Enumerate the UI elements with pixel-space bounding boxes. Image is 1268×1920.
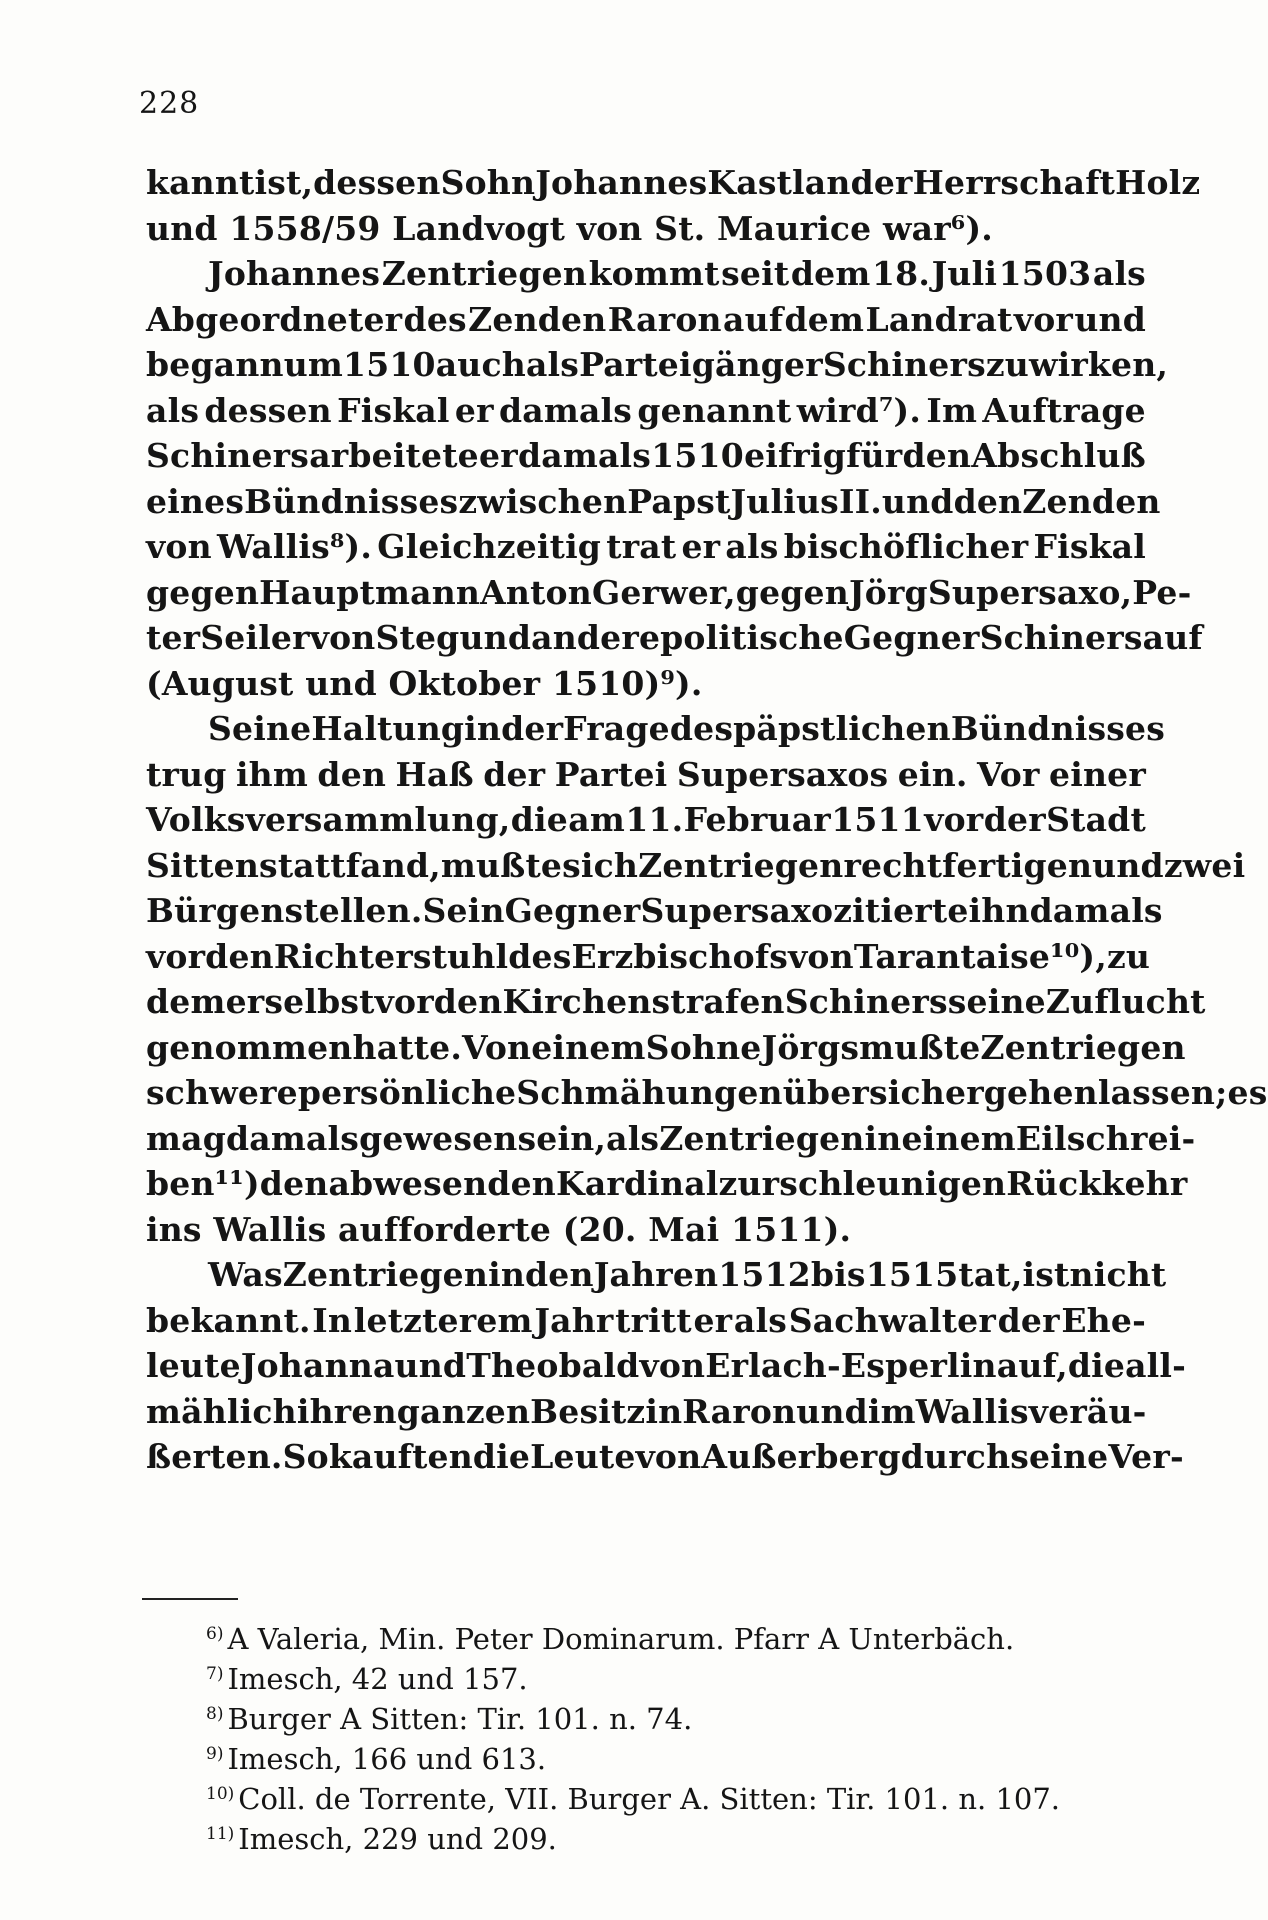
text-line: (August und Oktober 1510)⁹). [146, 663, 703, 703]
footnote [206, 1814, 1166, 1854]
text-line: mag damals gewesen sein, als Zentriegen in einem Eilschrei- [146, 1118, 1196, 1158]
body-text [146, 160, 1268, 1480]
text-line: als dessen Fiskal er damals genannt wird⁷). Im Auftrage [146, 390, 1146, 430]
text-line: eines Bündnisses zwischen Papst Julius II. und den Zenden [146, 481, 1161, 521]
text-line: trug ihm den Haß der Partei Supersaxos ein. Vor einer [146, 754, 1146, 794]
text-line: Bürgen stellen. Sein Gegner Supersaxo zitierte ihn damals [146, 891, 1163, 930]
footnote-text: A Valeria, Min. Peter Dominarum. Pfarr A Unterbäch. [227, 1622, 1015, 1656]
footnote-mark: 11) [206, 1824, 235, 1844]
text-line: Sitten stattfand, mußte sich Zentriegen rechtfertigen und zwei [146, 845, 1246, 885]
text-line: ben¹¹) den abwesenden Kardinal zur schleunigen Rückkehr [146, 1164, 1188, 1203]
footnote-text: Coll. de Torrente, VII. Burger A. Sitten: Tir. 101. n. 107. [238, 1782, 1061, 1816]
text-line: ter Seiler von Steg und andere politische Gegner Schiners auf [146, 618, 1203, 657]
footnote-mark: 8) [206, 1704, 224, 1724]
footnotes [206, 1614, 1166, 1854]
text-line: Abgeordneter des Zenden Raron auf dem Landrat vor und [146, 299, 1146, 339]
footnote-mark: 10) [206, 1784, 235, 1804]
text-line: Seine Haltung in der Frage des päpstlichen Bündnisses [208, 709, 1166, 748]
text-line: genommen hatte. Von einem Sohne Jörgs mußte Zentriegen [146, 1027, 1186, 1067]
page-number: 228 [139, 86, 200, 121]
text-line: dem er selbst vor den Kirchenstrafen Schiners seine Zuflucht [146, 982, 1206, 1021]
footnote-text: Imesch, 229 und 209. [238, 1822, 557, 1856]
text-line: Schiners arbeitete er damals 1510 eifrig für den Abschluß [146, 436, 1146, 475]
text-line: Volksversammlung, die am 11. Februar 1511 vor der Stadt [146, 800, 1146, 839]
text-line: Johannes Zentriegen kommt seit dem 18. Juli 1503 als [208, 254, 1146, 293]
footnote-rule [142, 1598, 238, 1600]
text-line: von Wallis⁸). Gleichzeitig trat er als bischöflicher Fiskal [146, 527, 1146, 566]
text-line: kannt ist, dessen Sohn Johannes Kastlan der Herrschaft Holz [146, 163, 1201, 202]
footnote [206, 1654, 1166, 1694]
text-line: ßerten. So kauften die Leute von Außerberg durch seine Ver- [146, 1437, 1184, 1476]
footnote-mark: 6) [206, 1624, 224, 1644]
text-line: vor den Richterstuhl des Erzbischofs von Tarantaise¹⁰), zu [146, 936, 1151, 976]
text-line: Was Zentriegen in den Jahren 1512 bis 1515 tat, ist nicht [208, 1255, 1167, 1294]
text-line: bekannt. In letzterem Jahr tritt er als Sachwalter der Ehe- [146, 1300, 1146, 1340]
footnote [206, 1774, 1166, 1814]
footnote [206, 1734, 1166, 1774]
footnote [206, 1614, 1166, 1654]
footnote-text: Imesch, 42 und 157. [227, 1662, 528, 1696]
footnote-mark: 9) [206, 1744, 224, 1764]
footnote-text: Burger A Sitten: Tir. 101. n. 74. [227, 1702, 693, 1736]
text-line: gegen Hauptmann Anton Gerwer, gegen Jörg Supersaxo, Pe- [146, 572, 1192, 612]
text-line: mählich ihren ganzen Besitz in Raron und im Wallis veräu- [146, 1391, 1147, 1431]
text-line: leute Johanna und Theobald von Erlach-Esperlin auf, die all- [146, 1346, 1187, 1385]
text-line: ins Wallis aufforderte (20. Mai 1511). [146, 1209, 852, 1249]
text-line: begann um 1510 auch als Parteigänger Schiners zu wirken, [146, 345, 1169, 384]
text-line: und 1558/59 Landvogt von St. Maurice war⁶). [146, 208, 993, 248]
footnote-text: Imesch, 166 und 613. [227, 1742, 547, 1776]
footnote-mark: 7) [206, 1664, 224, 1684]
footnote [206, 1694, 1166, 1734]
text-line: schwere persönliche Schmähungen über sich ergehen lassen; es [146, 1073, 1268, 1112]
